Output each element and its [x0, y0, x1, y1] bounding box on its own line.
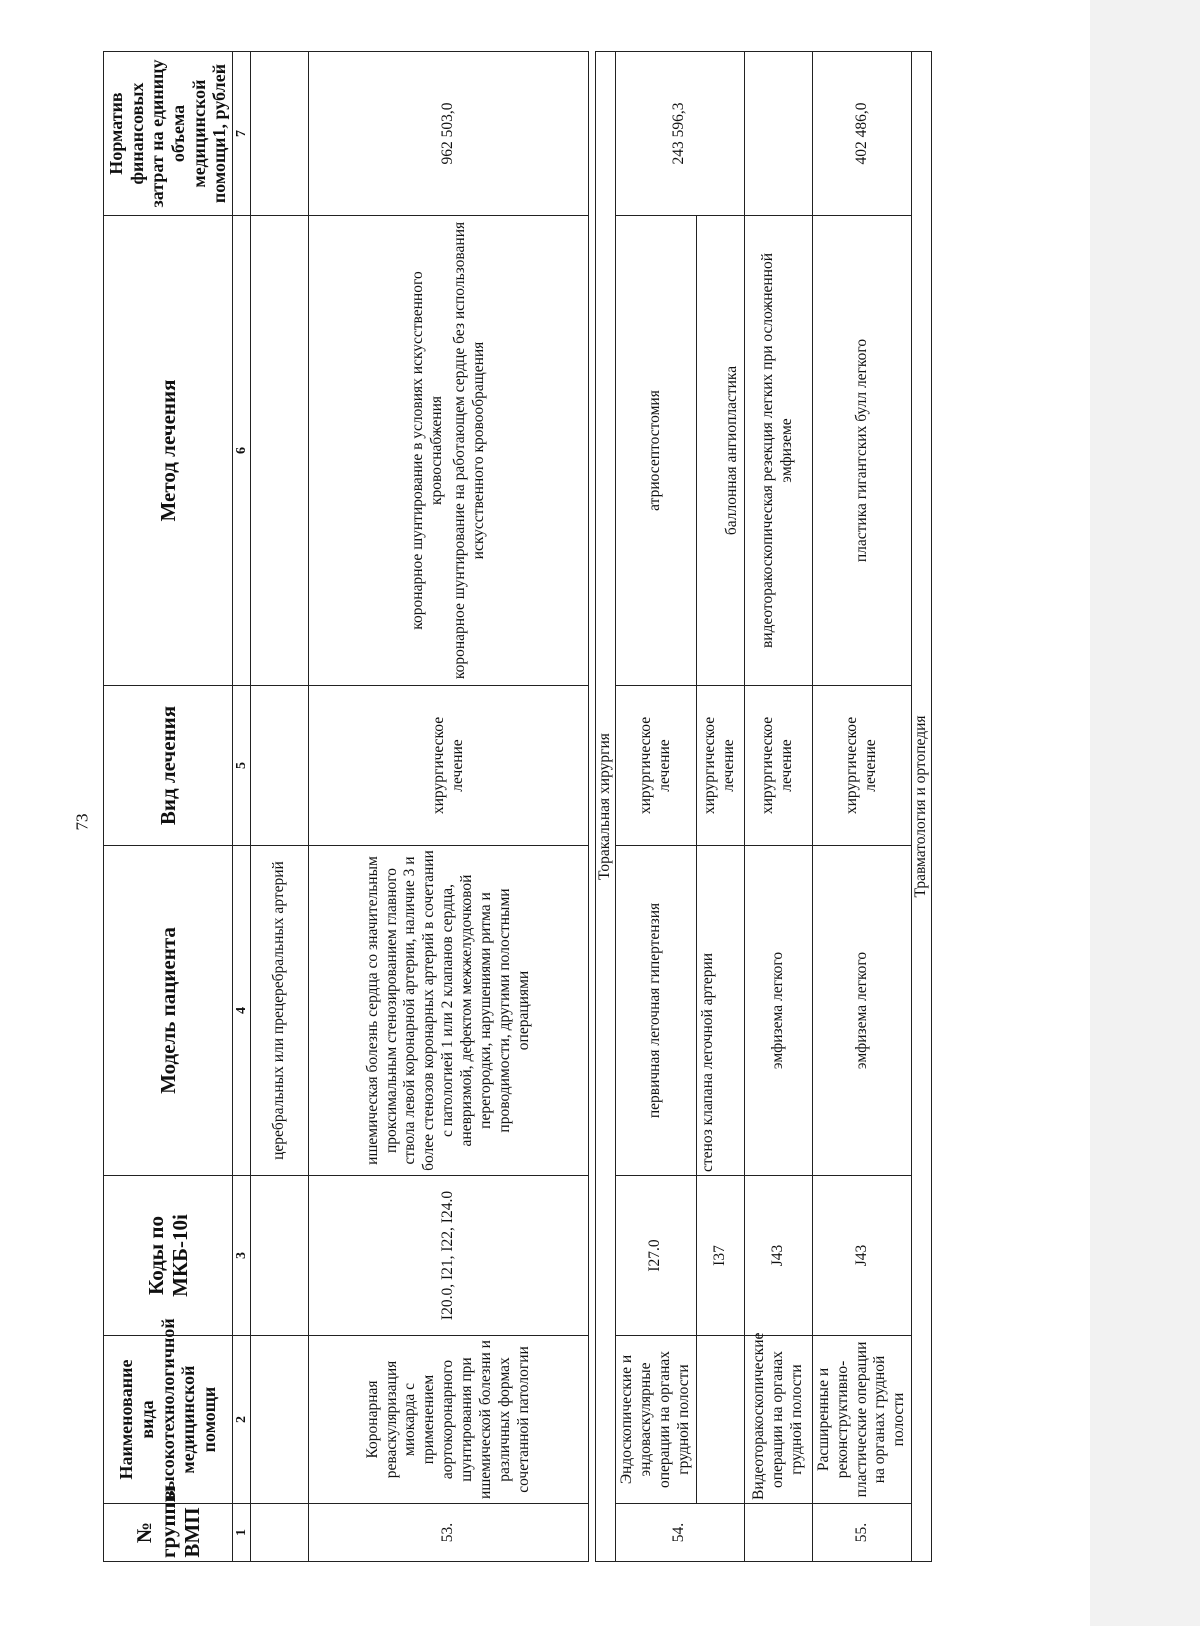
section-title-thoracic: Торакальная хирургия — [596, 52, 616, 1562]
table-row — [309, 52, 449, 1562]
vmp-name-cell: Коронарная реваскуляризация миокарда с применением аортокоронарного шунтирования при ишемической болезни и различных формах сочетанной патологии — [309, 1336, 589, 1504]
table-row — [696, 52, 744, 1562]
col-number: 6 — [233, 216, 251, 686]
vmp-name-cell: Эндоскопические и эндоваскулярные операции на органах грудной полости — [616, 1336, 697, 1504]
section-title-trauma: Травматология и ортопедия — [912, 52, 932, 1562]
col-number: 2 — [233, 1336, 251, 1504]
treatment-method-cell: коронарное шунтирование на работающем сердце без использования искусственного кровообращения — [449, 216, 589, 686]
column-number-row — [233, 52, 251, 1562]
group-number-cell: 55. — [812, 1504, 912, 1562]
table-row — [744, 52, 812, 1562]
table-row — [812, 52, 912, 1562]
header-patient-model: Модель пациента — [104, 846, 233, 1176]
group-number-cell: 54. — [616, 1504, 745, 1562]
treatment-type-cell: хирургическое лечение — [744, 686, 812, 846]
header-group-number: № группы ВМП — [104, 1504, 233, 1562]
col-number: 1 — [233, 1504, 251, 1562]
icd-codes-cell: J43 — [744, 1176, 812, 1336]
icd-codes-cell: J43 — [812, 1176, 912, 1336]
table-row — [251, 52, 309, 1562]
col-number: 5 — [233, 686, 251, 846]
header-vmp-name: Наименование вида высокотехнологичной медицинской помощи — [104, 1336, 233, 1504]
table-header-row — [104, 52, 233, 1562]
treatment-type-cell: хирургическое лечение — [616, 686, 697, 846]
treatment-type-cell: хирургическое лечение — [696, 686, 744, 846]
rotated-page-content — [103, 52, 1003, 1562]
col-number: 4 — [233, 846, 251, 1176]
patient-model-cell: эмфизема легкого — [744, 846, 812, 1176]
right-margin-strip — [1090, 0, 1200, 1626]
table-row — [616, 52, 697, 1562]
header-treatment-method: Метод лечения — [104, 216, 233, 686]
treatment-method-cell: баллонная ангиопластика — [696, 216, 744, 686]
icd-codes-cell: I20.0, I21, I22, I24.0 — [309, 1176, 589, 1336]
patient-model-cell: первичная легочная гипертензия — [616, 846, 697, 1176]
treatment-method-cell: атриосептостомия — [616, 216, 697, 686]
treatment-method-cell: видеоторакоскопическая резекция легких при осложненной эмфиземе — [744, 216, 812, 686]
group-number-cell: 53. — [309, 1504, 589, 1562]
vmp-table — [103, 51, 932, 1562]
patient-model-cell: эмфизема легкого — [812, 846, 912, 1176]
vmp-name-cell: Расширенные и реконструктивно-пластические операции на органах грудной полости — [812, 1336, 912, 1504]
patient-model-cell: церебральных или прецеребральных артерий — [251, 846, 309, 1176]
icd-codes-cell: I27.0 — [616, 1176, 697, 1336]
vmp-name-cell: Видеоторакоскопические операции на органах грудной полости — [744, 1336, 812, 1504]
icd-codes-cell: I37 — [696, 1176, 744, 1336]
cost-cell: 962 503,0 — [309, 52, 589, 216]
treatment-method-cell: коронарное шунтирование в условиях искусственного кровоснабжения — [309, 216, 449, 686]
treatment-method-cell: пластика гигантских булл легкого — [812, 216, 912, 686]
treatment-type-cell: хирургическое лечение — [812, 686, 912, 846]
cost-cell: 402 486,0 — [812, 52, 912, 216]
col-number: 3 — [233, 1176, 251, 1336]
header-cost-standard: Норматив финансовых затрат на единицу объема медицинской помощи1, рублей — [104, 52, 233, 216]
header-treatment-type: Вид лечения — [104, 686, 233, 846]
section-row — [912, 52, 932, 1562]
page-number: 73 — [72, 813, 92, 831]
patient-model-cell: ишемическая болезнь сердца со значительным проксимальным стенозированием главного ствола левой коронарной артерии, наличие 3 и более стенозов коронарных артерий в сочетании с патологией 1 или 2 клапанов сердца, аневризмой, дефектом межжелудочковой перегородки, нарушениями ритма и проводимости, другими полостными операциями — [309, 846, 589, 1176]
section-row — [596, 52, 616, 1562]
cost-cell: 243 596,3 — [616, 52, 745, 216]
header-icd-codes: Коды по МКБ-10i — [104, 1176, 233, 1336]
patient-model-cell: стеноз клапана легочной артерии — [696, 846, 744, 1176]
table-separator — [589, 52, 596, 1562]
treatment-type-cell: хирургическое лечение — [309, 686, 589, 846]
col-number: 7 — [233, 52, 251, 216]
